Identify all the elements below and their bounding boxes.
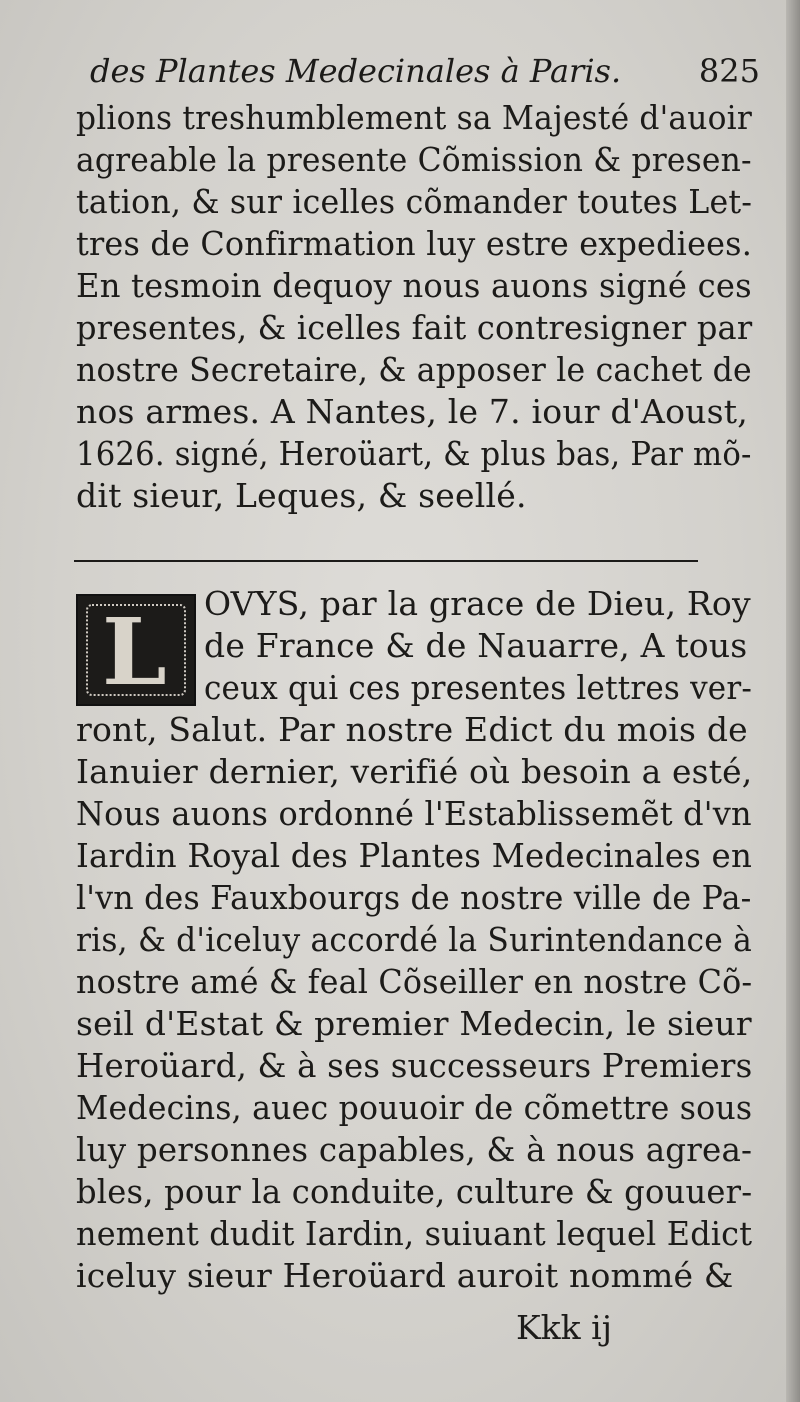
section-divider (74, 560, 698, 562)
text-line: bles, pour la conduite, culture & gouuer- (76, 1172, 753, 1211)
text-line: l'vn des Fauxbourgs de nostre ville de Pa- (76, 878, 752, 917)
text-line: nostre amé & feal Cõseiller en nostre Cõ- (76, 962, 753, 1001)
text-line: Ianuier dernier, verifié où besoin a esté, (76, 752, 753, 791)
text-line: presentes, & icelles fait contresigner par (76, 308, 753, 347)
text-line: nostre Secretaire, & apposer le cachet de (76, 350, 752, 389)
text-line: iceluy sieur Heroüard auroit nommé & (76, 1256, 734, 1295)
signature-mark: Kkk ij (516, 1308, 612, 1347)
text-line: Medecins, auec pouuoir de cõmettre sous (76, 1088, 753, 1127)
text-line: tres de Confirmation luy estre expediees. (76, 224, 753, 263)
text-line: tation, & sur icelles cõmander toutes Let- (76, 182, 753, 221)
running-title: des Plantes Medecinales à Paris. (90, 52, 622, 90)
text-line: nos armes. A Nantes, le 7. iour d'Aoust, (76, 392, 748, 431)
text-line: nement dudit Iardin, suiuant lequel Edict (76, 1214, 753, 1253)
text-line: agreable la presente Cõmission & presen- (76, 140, 752, 179)
text-line: seil d'Estat & premier Medecin, le sieur (76, 1004, 752, 1043)
ornamental-initial (76, 594, 196, 706)
text-line: ceux qui ces presentes lettres ver- (204, 668, 753, 707)
text-line: de France & de Nauarre, A tous (204, 626, 748, 665)
text-line: Heroüard, & à ses successeurs Premiers (76, 1046, 753, 1085)
text-line: En tesmoin dequoy nous auons signé ces (76, 266, 752, 305)
text-line: OVYS, par la grace de Dieu, Roy (204, 584, 751, 623)
initial-letter: L (102, 598, 167, 706)
running-header (90, 52, 760, 96)
text-line: luy personnes capables, & à nous agrea- (76, 1130, 753, 1169)
text-line: Nous auons ordonné l'Establissemẽt d'vn (76, 794, 752, 833)
text-line: ront, Salut. Par nostre Edict du mois de (76, 710, 748, 749)
text-line: Iardin Royal des Plantes Medecinales en (76, 836, 753, 875)
text-line: dit sieur, Leques, & seellé. (76, 476, 527, 515)
text-line: ris, & d'iceluy accordé la Surintendance à (76, 920, 753, 959)
page-edge-shadow (786, 0, 800, 1402)
text-line: 1626. signé, Heroüart, & plus bas, Par mõ- (76, 434, 752, 473)
page-number: 825 (698, 52, 760, 90)
text-line: plions treshumblement sa Majesté d'auoir (76, 98, 752, 137)
